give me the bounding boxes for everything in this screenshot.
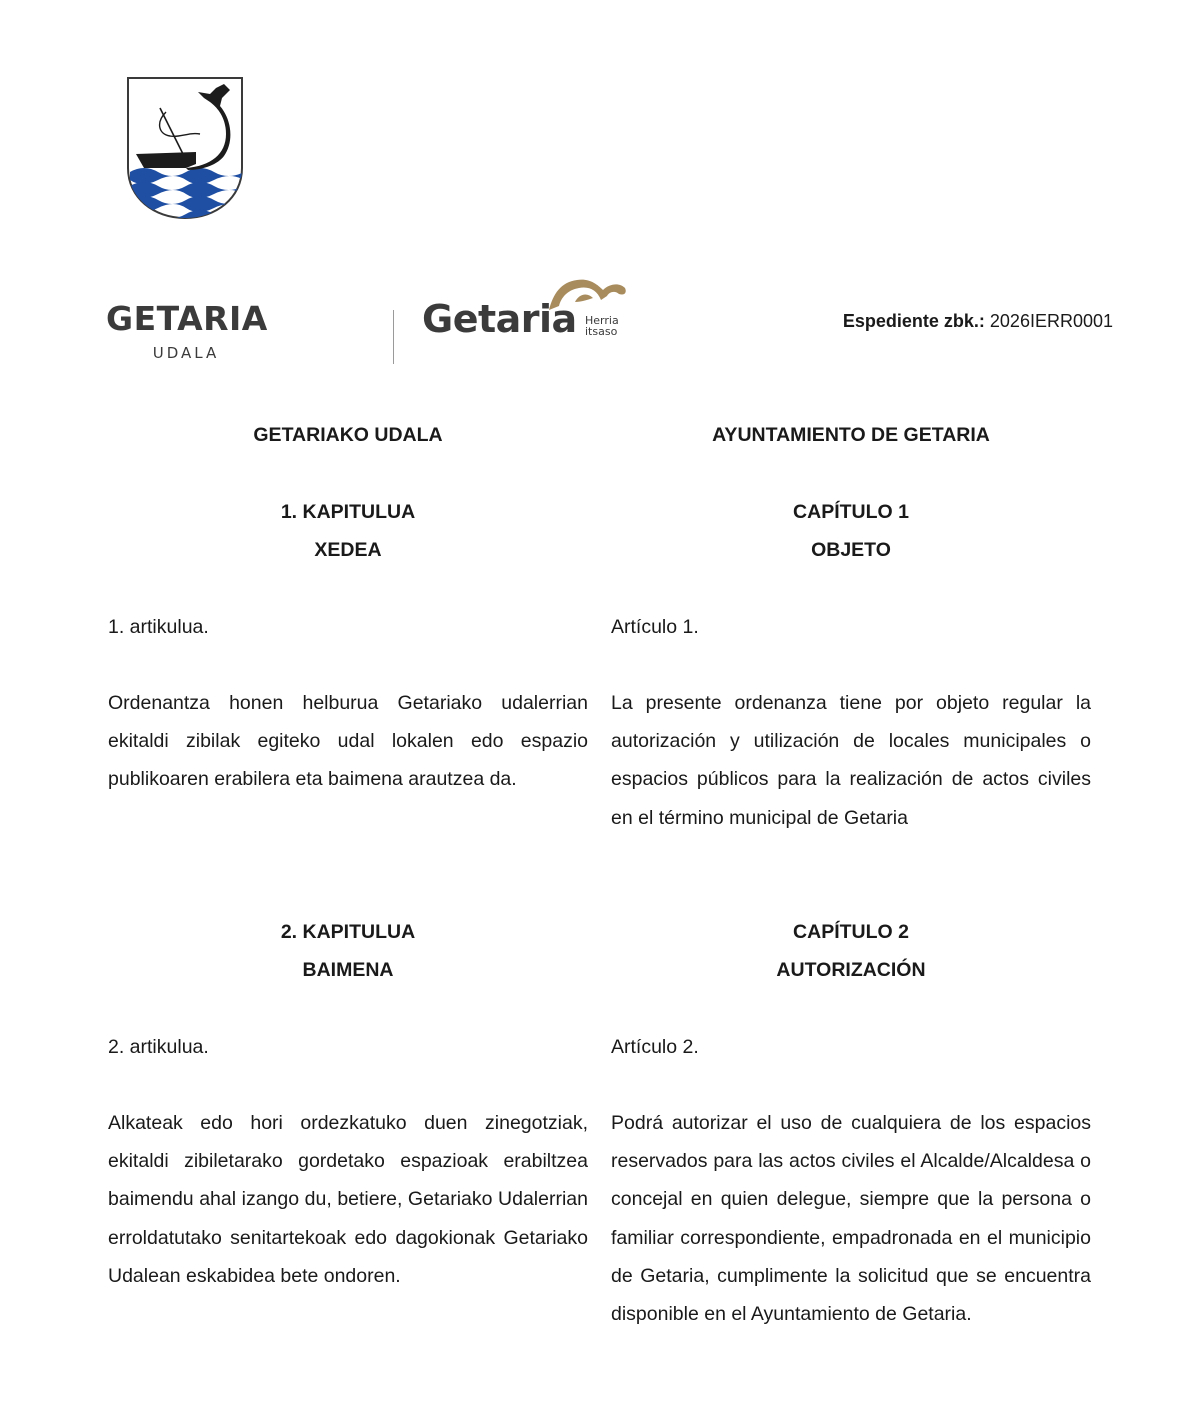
institution-heading: GETARIAKO UDALA xyxy=(253,424,443,446)
chapter-title: BAIMENA xyxy=(302,959,394,981)
chapter-number: CAPÍTULO 2 xyxy=(793,921,909,943)
chapter-number: 2. KAPITULUA xyxy=(280,921,416,943)
tagline-line-1: Herria xyxy=(585,314,619,327)
article-body: La presente ordenanza tiene por objeto regular la autorización y utilización de locales municipales o espacios públicos para la realización de actos civiles en el término municipal de Getaria xyxy=(611,692,1091,829)
chapter-title: OBJETO xyxy=(811,539,891,561)
tourism-brand-tagline xyxy=(585,315,619,337)
file-number-value: 2026IERR0001 xyxy=(989,311,1113,331)
article-label: Artículo 1. xyxy=(611,616,699,638)
article-body: Alkateak edo hori ordezkatuko duen zinegotziak, ekitaldi zibiletarako gordetako espazioak erabiltzea baimendu ahal izango du, betiere, Getariako Udalerrian erroldatutako senitartekoak edo dagokionak Getariako Udalean eskabidea bete ondoren. xyxy=(108,1112,588,1287)
tourism-brand-name: Getaria xyxy=(422,297,577,341)
institution-heading: AYUNTAMIENTO DE GETARIA xyxy=(712,424,990,446)
chapter-title: XEDEA xyxy=(314,539,382,561)
article-label: 1. artikulua. xyxy=(108,616,209,638)
chapter-number: 1. KAPITULUA xyxy=(280,501,416,523)
wave-mark-icon xyxy=(547,274,629,314)
logo-divider xyxy=(393,310,394,364)
tagline-line-2: itsaso xyxy=(585,325,618,338)
header-logo xyxy=(104,74,619,362)
article-label: 2. artikulua. xyxy=(108,1036,209,1058)
municipality-subtitle: UDALA xyxy=(152,344,220,362)
article-body: Ordenantza honen helburua Getariako udalerrian ekitaldi zibilak egiteko udal lokalen edo espazio publikoaren erabilera eta baimena arautzea da. xyxy=(108,692,588,791)
file-number-label: Espediente zbk.: xyxy=(842,311,985,331)
coat-of-arms-icon xyxy=(126,76,244,220)
file-number xyxy=(843,310,1113,332)
chapter-title: AUTORIZACIÓN xyxy=(776,959,926,981)
chapter-number: CAPÍTULO 1 xyxy=(793,501,909,523)
article-label: Artículo 2. xyxy=(611,1036,699,1058)
article-body: Podrá autorizar el uso de cualquiera de los espacios reservados para las actos civiles el Alcalde/Alcaldesa o concejal en quien delegue, siempre que la persona o familiar correspondiente, empadronada en el municipio de Getaria, cumplimente la solicitud que se encuentra disponible en el Ayuntamiento de Getaria. xyxy=(611,1112,1091,1326)
municipality-name: GETARIA xyxy=(106,299,268,338)
